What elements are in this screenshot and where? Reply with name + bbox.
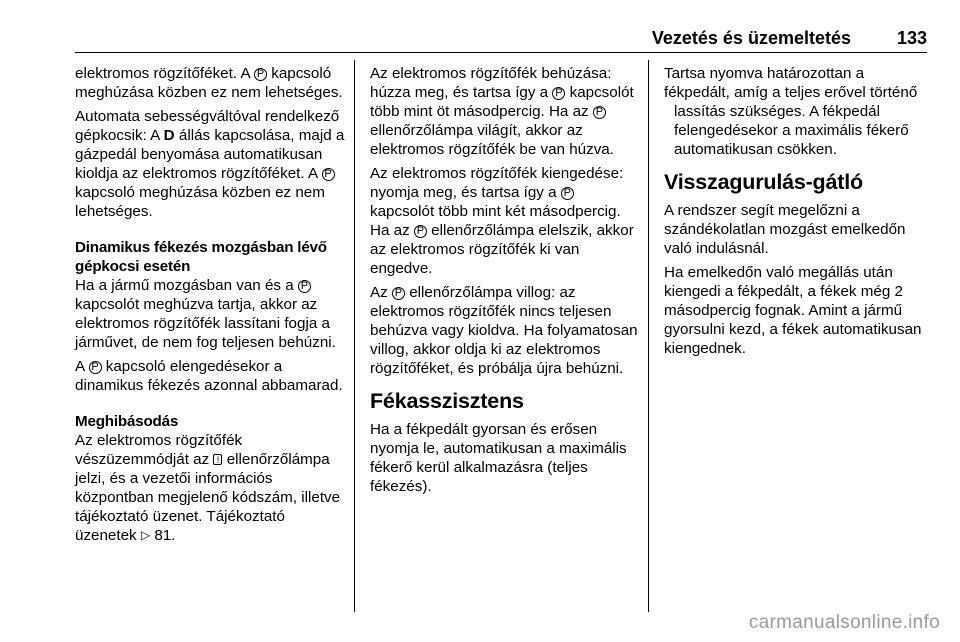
page-reference-link[interactable]: 81. bbox=[154, 527, 176, 544]
text: Az bbox=[370, 284, 388, 301]
header-rule bbox=[75, 52, 927, 53]
paragraph bbox=[370, 283, 642, 378]
text: A bbox=[75, 358, 85, 375]
text: kapcsoló meghúzása közben ez nem lehetséges. bbox=[75, 184, 325, 220]
text: Automata sebességváltóval rendelkező gépkocsik: A bbox=[75, 108, 340, 144]
heading-brake-assist: Fékasszisztens bbox=[370, 389, 524, 413]
paragraph bbox=[370, 164, 642, 278]
chapter-title: Vezetés és üzemeltetés bbox=[651, 28, 851, 48]
paragraph bbox=[664, 64, 936, 159]
heading-hill-start-assist: Visszagurulás-gátló bbox=[664, 170, 863, 194]
text: Tartsa nyomva határozottan a bbox=[664, 65, 865, 82]
text: Az elektromos rögzítőfék behúzása: húzza meg, és tartsa így a bbox=[370, 65, 612, 101]
paragraph bbox=[75, 276, 347, 352]
text: kapcsoló meghúzása közben ez nem lehetséges. bbox=[75, 65, 343, 101]
text: automatikusan csökken. bbox=[674, 141, 837, 158]
column-2 bbox=[370, 64, 642, 501]
text: elektromos rögzítőféket. A bbox=[75, 65, 250, 82]
parking-brake-icon: P bbox=[392, 287, 405, 300]
paragraph bbox=[75, 431, 347, 545]
parking-brake-icon: P bbox=[298, 280, 311, 293]
text: fékpedált, amíg a teljes erővel történő bbox=[664, 84, 918, 101]
subheading-fault: Meghibásodás bbox=[75, 413, 179, 430]
paragraph bbox=[370, 64, 642, 159]
parking-brake-icon: P bbox=[552, 87, 565, 100]
text: Az elektromos rögzítőfék vészüzemmódját az bbox=[75, 432, 243, 468]
paragraph: A rendszer segít megelőzni a szándékolatlan mozgást emelkedőn való indulásnál. bbox=[664, 202, 906, 257]
watermark: carmanualsonline.info bbox=[748, 612, 940, 633]
column-divider-2 bbox=[648, 60, 649, 612]
gear-label: D bbox=[163, 127, 175, 144]
parking-brake-icon: P bbox=[414, 225, 427, 238]
parking-brake-icon: P bbox=[89, 361, 102, 374]
text: kapcsolót több mint két másodpercig. Ha az bbox=[370, 203, 621, 239]
paragraph bbox=[75, 357, 347, 395]
text: kapcsoló elengedésekor a dinamikus fékezés azonnal abbamarad. bbox=[75, 358, 343, 394]
text: ellenőrzőlámpa jelzi, és a vezetői információs központban megjelenő kódszám, illetve tájékoztató üzenet. Tájékoztató üzenetek bbox=[75, 451, 341, 544]
column-divider-1 bbox=[354, 60, 355, 612]
paragraph bbox=[75, 64, 347, 102]
parking-brake-icon: P bbox=[254, 68, 267, 81]
text: felengedésekor a maximális fékerő bbox=[674, 122, 909, 139]
text: Az elektromos rögzítőfék kiengedése: nyomja meg, és tartsa így a bbox=[370, 165, 624, 201]
page-number: 133 bbox=[896, 28, 927, 48]
text: ellenőrzőlámpa világít, akkor az elektromos rögzítőfék be van húzva. bbox=[370, 122, 614, 158]
parking-brake-icon: P bbox=[561, 187, 574, 200]
subheading-dynamic-braking: Dinamikus fékezés mozgásban lévő gépkocsi esetén bbox=[75, 239, 327, 275]
text: állás kapcsolása, majd a gázpedál benyomása automatikusan kioldja az elektromos rögzítőféket. A bbox=[75, 127, 345, 182]
text: ellenőrzőlámpa villog: az elektromos rögzítőfék nincs teljesen behúzva vagy kioldva. Ha folyamatosan villog, akkor oldja ki az elektromos rögzítőféket, és próbálja újra behúzni. bbox=[370, 284, 638, 377]
parking-brake-icon: P bbox=[322, 168, 335, 181]
page-header bbox=[75, 28, 927, 54]
text: ellenőrzőlámpa elelszik, akkor az elektromos rögzítőfék ki van engedve. bbox=[370, 222, 634, 277]
reference-arrow-icon: ▷ bbox=[140, 528, 151, 542]
text: kapcsolót meghúzva tartja, akkor az elektromos rögzítőfék lassítani fogja a járművet, de nem fog teljesen behúzni. bbox=[75, 296, 336, 351]
column-1 bbox=[75, 64, 347, 550]
text: Ha a jármű mozgásban van és a bbox=[75, 277, 294, 294]
text: lassítás szükséges. A fékpedál bbox=[674, 103, 880, 120]
paragraph bbox=[75, 107, 347, 221]
text: kapcsolót több mint öt másodpercig. Ha az bbox=[370, 84, 634, 120]
parking-brake-icon: P bbox=[593, 106, 606, 119]
paragraph: Ha a fékpedált gyorsan és erősen nyomja le, automatikusan a maximális fékerő kerül alkalmazásra (teljes fékezés). bbox=[370, 421, 627, 495]
paragraph: Ha emelkedőn való megállás után kiengedi a fékpedált, a fékek még 2 másodpercig fognak. Amint a jármű gyorsulni kezd, a fékek automatikusan kiengednek. bbox=[664, 264, 922, 357]
warning-light-icon: ! bbox=[213, 454, 222, 465]
column-3 bbox=[664, 64, 936, 363]
